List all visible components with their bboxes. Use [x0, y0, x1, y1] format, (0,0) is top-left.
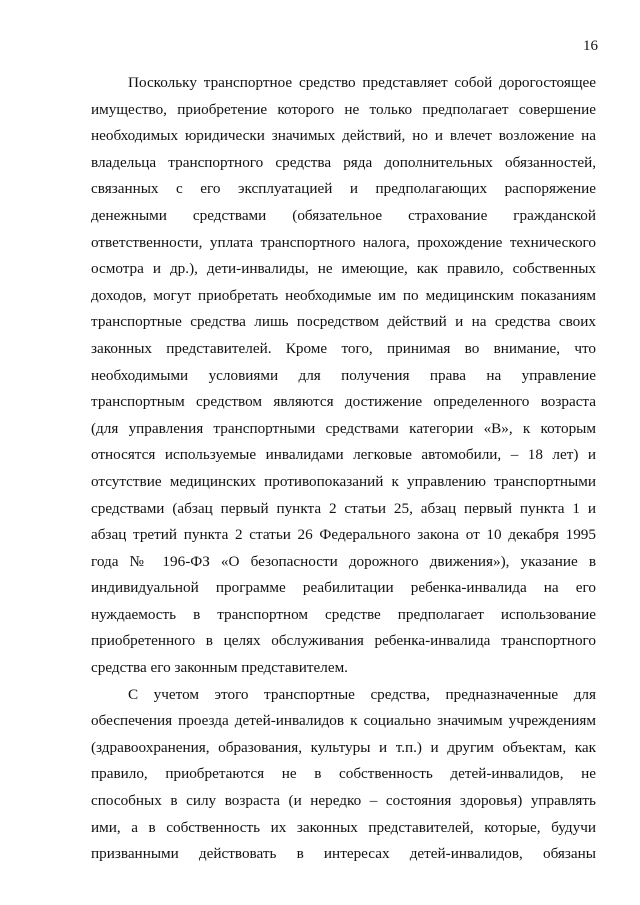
text-line: ими, а в собственность их законных представителей, которые, будучи — [91, 818, 596, 836]
text-line: транспортным средством являются достижение определенного возраста — [91, 393, 596, 411]
paragraph-2 — [91, 682, 596, 868]
text-line: года № 196-ФЗ «О безопасности дорожного движения»), указание в — [91, 552, 596, 570]
text-line: приобретенного в целях обслуживания ребенка-инвалида транспортного — [91, 632, 596, 650]
text-line: необходимых юридически значимых действий, но и влечет возложение на — [91, 127, 596, 145]
text-line: ответственности, уплата транспортного налога, прохождение технического — [91, 233, 596, 251]
text-line: Поскольку транспортное средство представляет собой дорогостоящее — [128, 74, 596, 91]
text-line: имущество, приобретение которого не только предполагает совершение — [91, 100, 596, 118]
text-line: средствами (абзац первый пункта 2 статьи 25, абзац первый пункта 1 и — [91, 499, 596, 517]
text-line: обеспечения проезда детей-инвалидов к социально значимым учреждениям — [91, 712, 596, 730]
text-line: отсутствие медицинских противопоказаний к управлению транспортными — [91, 472, 596, 490]
text-line: индивидуальной программе реабилитации ребенка-инвалида на его — [91, 579, 596, 597]
text-line: С учетом этого транспортные средства, предназначенные для — [128, 685, 596, 703]
text-line: средства его законным представителем. — [91, 659, 348, 677]
text-line: осмотра и др.), дети-инвалиды, не имеющие, как правило, собственных — [91, 260, 596, 278]
page-number: 16 — [583, 38, 598, 54]
text-line: транспортные средства лишь посредством действий и на средства своих — [91, 313, 596, 331]
text-line: денежными средствами (обязательное страхование гражданской — [91, 206, 596, 224]
text-line: связанных с его эксплуатацией и предполагающих распоряжение — [91, 180, 596, 198]
text-line: призванными действовать в интересах детей-инвалидов, обязаны — [91, 845, 596, 863]
text-line: правило, приобретаются не в собственность детей-инвалидов, не — [91, 765, 596, 783]
paragraph-1 — [91, 70, 596, 682]
body-text — [91, 70, 596, 868]
text-line: (здравоохранения, образования, культуры и т.п.) и другим объектам, как — [91, 738, 596, 756]
text-line: (для управления транспортными средствами категории «B», к которым — [91, 419, 596, 437]
text-line: абзац третий пункта 2 статьи 26 Федерального закона от 10 декабря 1995 — [91, 526, 596, 544]
text-line: нуждаемость в транспортном средстве предполагает использование — [91, 605, 596, 623]
text-line: необходимыми условиями для получения права на управление — [91, 366, 596, 384]
text-line: относятся используемые инвалидами легковые автомобили, – 18 лет) и — [91, 446, 596, 464]
text-line: владельца транспортного средства ряда дополнительных обязанностей, — [91, 153, 596, 171]
text-line: способных в силу возраста (и нередко – состояния здоровья) управлять — [91, 792, 596, 810]
text-line: законных представителей. Кроме того, принимая во внимание, что — [91, 339, 596, 357]
text-line: доходов, могут приобретать необходимые им по медицинским показаниям — [91, 286, 596, 304]
